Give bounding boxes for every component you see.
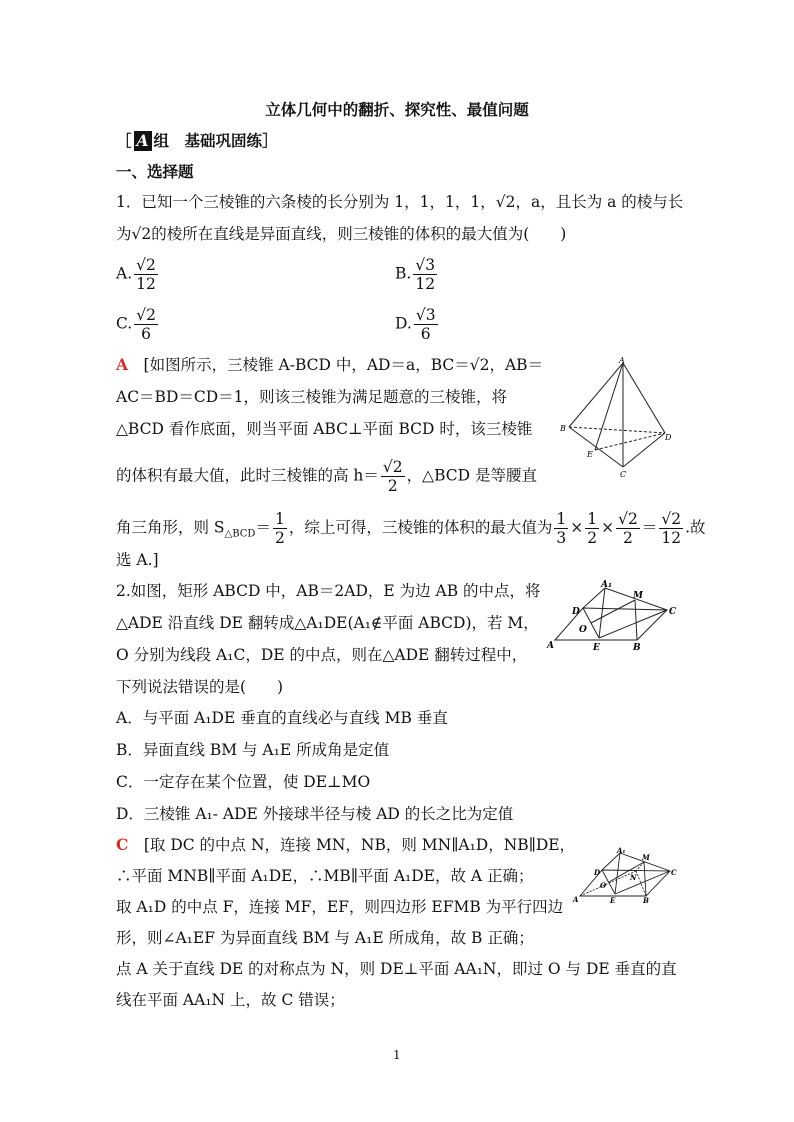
q1-solution-line1: A [如图所示，三棱锥 A-BCD 中，AD＝a，BC＝√2，AB＝ <box>116 355 544 374</box>
q1-solution-line4: 的体积有最大值，此时三棱锥的高 h＝ $\frac{√2}{2}$ ，△BCD 是等腰直 <box>116 458 537 495</box>
q1-solution-line5: 角三角形，则 $S_{\triangle BCD}=$ $\frac{1}{2}$ ，综上可得，三棱锥的体积的最大值为 $\frac{1}{3}$ × $\frac{1}{2}$ × $\frac{√2}{2}$ ＝ $\frac{√2}{12}$ .故 <box>116 510 706 547</box>
q1-answer: A <box>116 355 129 374</box>
q2-solution-line1: C [取 DC 的中点 N，连接 MN，NB，则 MN∥A₁D，NB∥DE， <box>116 835 576 854</box>
fig3-label-c: C <box>671 868 677 877</box>
fig3-label-e: E <box>610 896 616 905</box>
q2-option-b: B．异面直线 BM 与 A₁E 所成角是定值 <box>116 741 390 759</box>
q1-solution-line3: △BCD 看作底面，则当平面 ABC⊥平面 BCD 时，该三棱锥 <box>116 420 533 438</box>
fig1-label-a: A <box>619 356 625 365</box>
q2-solution-line6: 线在平面 AA₁N 上，故 C 错误； <box>116 991 345 1009</box>
q1-solution-line2: AC＝BD＝CD＝1，则该三棱锥为满足题意的三棱锥，将 <box>116 388 508 406</box>
section-heading: 一、选择题 <box>116 162 194 181</box>
q2-solution-line5: 点 A 关于直线 DE 的对称点为 N，则 DE⊥平面 AA₁N，即过 O 与 DE 垂直的直 <box>116 960 677 978</box>
q2-option-d: D．三棱锥 A₁- ADE 外接球半径与棱 AD 的长之比为定值 <box>116 805 514 823</box>
fig3-label-n: N <box>630 873 637 882</box>
tetrahedron-figure <box>555 355 675 480</box>
q1-solution-line6: 选 A.] <box>116 551 159 569</box>
fig3-label-d: D <box>594 868 601 877</box>
folded-rectangle-figure-small <box>572 846 680 906</box>
q2-stem-line4: 下列说法错误的是( ) <box>116 678 284 696</box>
fig2-label-m: M <box>633 591 643 601</box>
fig2-label-a1: A₁ <box>601 580 612 590</box>
q2-solution-line4: 形，则∠A₁EF 为异面直线 BM 与 A₁E 所成角，故 B 正确； <box>116 929 534 947</box>
q1-option-a: A. $\frac{√2}{12}$ <box>116 256 156 293</box>
fig2-label-b: B <box>633 643 641 653</box>
q2-stem-line2: △ADE 沿直线 DE 翻转成△A₁DE(A₁∉平面 ABCD)，若 M， <box>116 614 539 632</box>
fig3-label-a: A <box>573 895 579 904</box>
q2-stem-line3: O 分别为线段 A₁C，DE 的中点，则在△ADE 翻转过程中， <box>116 646 528 664</box>
folded-rectangle-figure <box>545 580 680 655</box>
q1-option-d: D. $\frac{√3}{6}$ <box>395 306 436 343</box>
fig1-label-c: C <box>620 470 627 479</box>
q1-option-b: B. $\frac{√3}{12}$ <box>395 256 436 293</box>
fig1-label-d: D <box>665 433 672 442</box>
fig2-label-d: D <box>572 607 580 617</box>
q2-stem-line1: 2.如图，矩形 ABCD 中，AB＝2AD，E 为边 AB 的中点，将 <box>116 582 541 600</box>
page-title: 立体几何中的翻折、探究性、最值问题 <box>265 100 529 119</box>
q1-option-c: C. $\frac{√2}{6}$ <box>116 306 156 343</box>
fig1-label-b: B <box>560 424 566 433</box>
fig1-label-e: E <box>587 450 593 459</box>
fig3-label-m: M <box>642 853 650 862</box>
q1-stem-line2: 为√2的棱所在直线是异面直线，则三棱锥的体积的最大值为( ) <box>116 225 567 243</box>
q2-answer: C <box>116 835 129 854</box>
q2-option-a: A．与平面 A₁DE 垂直的直线必与直线 MB 垂直 <box>116 709 448 727</box>
fig2-label-e: E <box>593 643 600 653</box>
group-header: ［ A 组 基础巩固练］ <box>116 131 278 150</box>
q2-solution-line2: ∴平面 MNB∥平面 A₁DE，∴MB∥平面 A₁DE，故 A 正确； <box>116 867 534 885</box>
page-number: 1 <box>393 1048 401 1062</box>
fig2-label-c: C <box>669 607 677 617</box>
q2-solution-line3: 取 A₁D 的中点 F，连接 MF，EF，则四边形 EFMB 为平行四边 <box>116 898 564 916</box>
fig3-label-o: O <box>600 881 607 890</box>
q1-stem-line1: 1．已知一个三棱锥的六条棱的长分别为 1，1，1，1，√2，a，且长为 a 的棱与长 <box>116 193 684 211</box>
fig3-label-b: B <box>643 896 649 905</box>
fig3-label-a1: A₁ <box>617 846 626 855</box>
group-label: 组 基础巩固练 <box>153 131 263 150</box>
group-badge: A <box>134 131 152 151</box>
fig2-label-o: O <box>579 625 587 635</box>
q2-option-c: C．一定存在某个位置，使 DE⊥MO <box>116 773 371 791</box>
fig2-label-a: A <box>547 641 554 651</box>
